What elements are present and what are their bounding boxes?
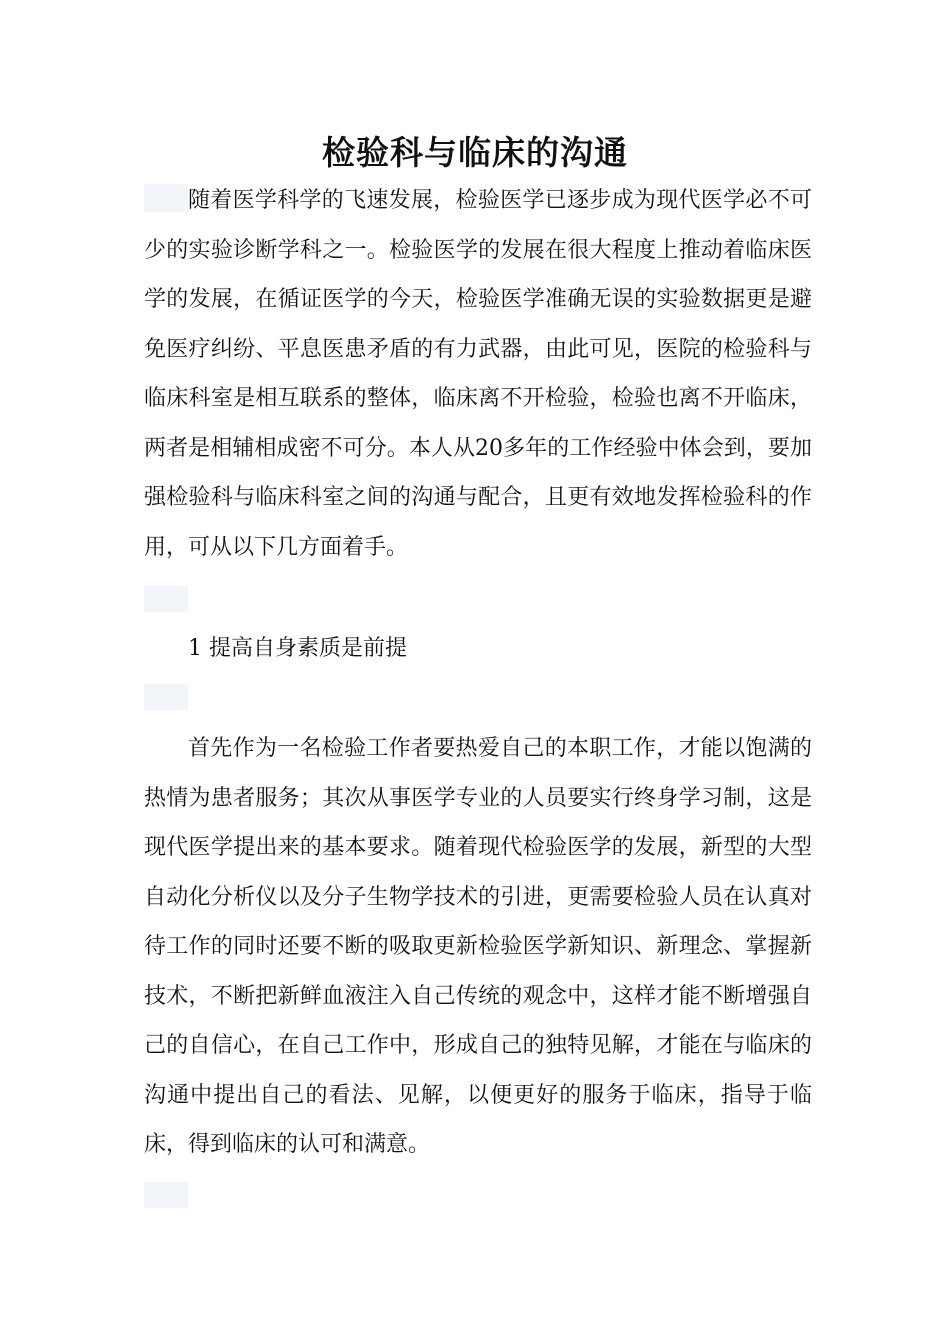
empty-line-shading [144, 1182, 188, 1208]
empty-line-shading [144, 684, 188, 710]
intro-paragraph: 随着医学科学的飞速发展，检验医学已逐步成为现代医学必不可少的实验诊断学科之一。检验医学的发展在很大程度上推动着临床医学的发展，在循证医学的今天，检验医学准确无误的实验数据更是避免医疗纠纷、平息医患矛盾的有力武器，由此可见，医院的检验科与临床科室是相互联系的整体，临床离不开检验，检验也离不开临床，两者是相辅相成密不可分。本人从20多年的工作经验中体会到，要加强检验科与临床科室之间的沟通与配合，且更有效地发挥检验科的作用，可从以下几方面着手。 [144, 188, 812, 560]
empty-line-shading [144, 586, 188, 612]
section-heading: 1 提高自身素质是前提 [188, 636, 407, 661]
section-body-paragraph: 首先作为一名检验工作者要热爱自己的本职工作，才能以饱满的热情为患者服务；其次从事医学专业的人员要实行终身学习制，这是现代医学提出来的基本要求。随着现代检验医学的发展，新型的大型自动化分析仪以及分子生物学技术的引进，更需要检验人员在认真对待工作的同时还要不断的吸取更新检验医学新知识、新理念、掌握新技术，不断把新鲜血液注入自己传统的观念中，这样才能不断增强自己的自信心，在自己工作中，形成自己的独特见解，才能在与临床的沟通中提出自己的看法、见解，以便更好的服务于临床，指导于临床，得到临床的认可和满意。 [144, 736, 812, 1157]
document-title: 检验科与临床的沟通 [322, 133, 628, 172]
